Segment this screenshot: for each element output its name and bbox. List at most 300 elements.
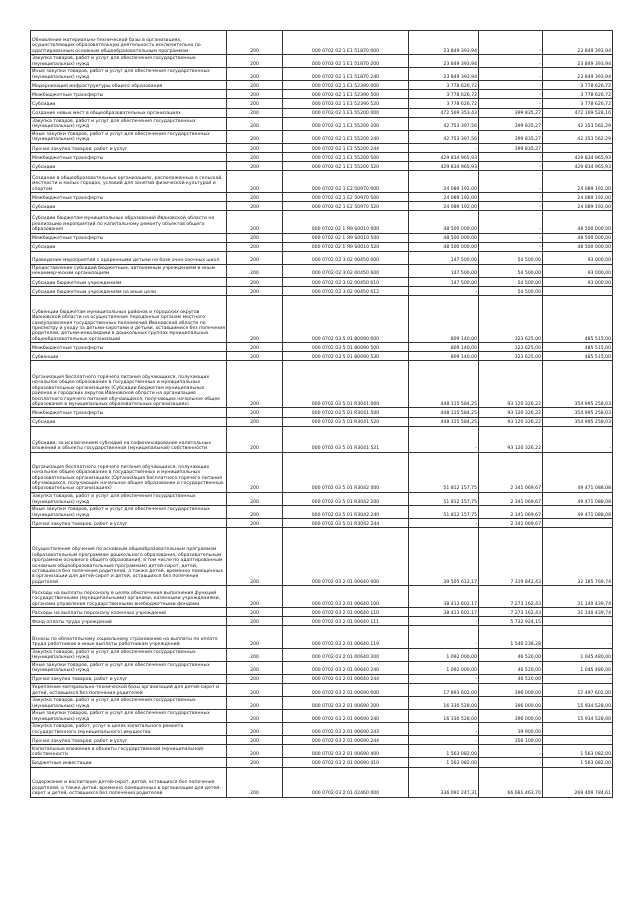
row-plan-cell: 809 140,00 <box>409 343 479 352</box>
row-name-cell: Субсидии <box>31 99 227 108</box>
table-row <box>31 152 613 161</box>
row-name-cell: Организация бесплатного горячего питания обучающихся, получающих начальное общее образование в государственных и муниципальных образовательных организациях (Субсидии бюджетам муниципальных районов и городских округов Ивановской области на организацию бесплатного горячего питания обучающихся, получающих начальное общее образование в муниципальных образовательных организациях) <box>31 361 227 408</box>
row-exec-cell: 93 120 326,22 <box>479 408 543 417</box>
row-rest-cell: - <box>543 286 613 295</box>
row-code-cell: 200 <box>227 171 283 193</box>
row-name-cell: Межбюджетные трансферты <box>31 90 227 99</box>
row-exec-cell: 7 273 162,43 <box>479 608 543 617</box>
row-plan-cell: 42 753 397,56 <box>409 130 479 143</box>
row-rest-cell: 42 353 562,29 <box>543 117 613 130</box>
row-name-cell: Бюджетные инвестиции <box>31 758 227 767</box>
row-kbk-cell: 000 0702 03 5 01 R3041 520 <box>283 417 409 426</box>
row-rest-cell: 429 834 965,93 <box>543 152 613 161</box>
row-exec-cell: 396 000,00 <box>479 710 543 723</box>
row-code-cell: 200 <box>227 277 283 286</box>
row-kbk-cell: 000 0702 02 3 02 00450 612 <box>283 286 409 295</box>
table-row <box>31 130 613 143</box>
row-exec-cell: 323 625,00 <box>479 343 543 352</box>
table-row <box>31 108 613 117</box>
row-name-cell: Иные закупки товаров, работ и услуг для обеспечения государственных (муниципальных) нужд <box>31 661 227 674</box>
row-plan-cell: 809 140,00 <box>409 352 479 361</box>
row-kbk-cell: 000 0702 02 1 Е1 55200 244 <box>283 143 409 152</box>
row-exec-cell: 2 341 069,67 <box>479 505 543 518</box>
row-name-cell: Осуществление обучения по основным общеобразовательным программам (образовательным программам дошкольного образования, образовательным программам основного общего образования, в том числе по адаптированным основным общеобразовательным программам) детей-сирот, детей, оставшихся без попечения родителей, а также детей, временно помещенных в организации для детей-сирот и детей, оставшихся без попечения родителей <box>31 528 227 586</box>
row-code-cell: 200 <box>227 710 283 723</box>
row-exec-cell: - <box>479 31 543 55</box>
row-exec-cell: 399 835,27 <box>479 108 543 117</box>
row-name-cell: Межбюджетные трансферты <box>31 233 227 242</box>
row-rest-cell: 1 045 480,00 <box>543 648 613 661</box>
row-kbk-cell: 000 0702 02 3 02 00450 600 <box>283 264 409 277</box>
row-name-cell: Прочая закупка товаров, работ и услуг <box>31 674 227 683</box>
row-kbk-cell: 000 0702 02 1 Е1 52390 000 <box>283 81 409 90</box>
row-name-cell: Создание новых мест в общеобразовательных организациях <box>31 108 227 117</box>
row-kbk-cell: 000 0702 03 2 01 00640 111 <box>283 617 409 626</box>
row-rest-cell: 17 497 602,00 <box>543 683 613 696</box>
table-row <box>31 492 613 505</box>
row-kbk-cell: 000 0702 02 1 Е1 55200 200 <box>283 117 409 130</box>
row-exec-cell: - <box>479 233 543 242</box>
row-code-cell: 200 <box>227 68 283 81</box>
table-row <box>31 608 613 617</box>
row-kbk-cell: 000 0702 02 1 Е1 55200 520 <box>283 162 409 171</box>
row-rest-cell: - <box>543 723 613 736</box>
table-row <box>31 528 613 586</box>
row-code-cell: 200 <box>227 528 283 586</box>
row-code-cell: 200 <box>227 426 283 452</box>
row-rest-cell: 1 563 082,00 <box>543 745 613 758</box>
row-plan-cell: - <box>409 626 479 648</box>
row-code-cell: 200 <box>227 758 283 767</box>
row-code-cell: 200 <box>227 586 283 608</box>
row-rest-cell: 3 778 626,72 <box>543 81 613 90</box>
row-rest-cell: 15 934 528,00 <box>543 696 613 709</box>
row-exec-cell: 5 732 924,15 <box>479 617 543 626</box>
row-plan-cell: 147 500,00 <box>409 251 479 264</box>
row-rest-cell: - <box>543 426 613 452</box>
row-kbk-cell: 000 0702 03 2 01 00690 240 <box>283 710 409 723</box>
row-code-cell: 200 <box>227 361 283 408</box>
row-code-cell: 200 <box>227 193 283 202</box>
table-row <box>31 505 613 518</box>
row-name-cell: Межбюджетные трансферты <box>31 343 227 352</box>
row-code-cell: 200 <box>227 90 283 99</box>
row-exec-cell: 54 500,00 <box>479 251 543 264</box>
row-kbk-cell: 000 0702 03 2 01 00640 200 <box>283 648 409 661</box>
row-exec-cell: 54 500,00 <box>479 264 543 277</box>
row-code-cell: 200 <box>227 296 283 343</box>
row-code-cell: 200 <box>227 211 283 233</box>
table-row <box>31 202 613 211</box>
row-exec-cell: 356 100,00 <box>479 736 543 745</box>
row-code-cell: 200 <box>227 55 283 68</box>
row-exec-cell: - <box>479 202 543 211</box>
row-name-cell: Прочая закупка товаров, работ и услуг <box>31 519 227 528</box>
row-plan-cell: 51 812 157,75 <box>409 452 479 492</box>
table-row <box>31 361 613 408</box>
row-exec-cell: 2 341 069,67 <box>479 452 543 492</box>
row-exec-cell: - <box>479 81 543 90</box>
row-exec-cell: 323 625,00 <box>479 296 543 343</box>
row-plan-cell: 809 140,00 <box>409 296 479 343</box>
row-kbk-cell: 000 0702 03 2 01 00690 244 <box>283 736 409 745</box>
row-exec-cell: - <box>479 99 543 108</box>
row-kbk-cell: 000 0702 03 2 01 00640 244 <box>283 674 409 683</box>
row-code-cell: 200 <box>227 117 283 130</box>
table-row <box>31 745 613 758</box>
row-kbk-cell: 000 0702 02 1 Е1 51870 000 <box>283 31 409 55</box>
row-code-cell: 200 <box>227 492 283 505</box>
row-kbk-cell: 000 0702 02 1 Е1 51870 240 <box>283 68 409 81</box>
table-row <box>31 162 613 171</box>
row-code-cell: 200 <box>227 143 283 152</box>
row-kbk-cell: 000 0702 03 2 01 00690 410 <box>283 758 409 767</box>
row-exec-cell: 399 835,27 <box>479 117 543 130</box>
table-row <box>31 81 613 90</box>
row-rest-cell: 48 500 000,00 <box>543 242 613 251</box>
row-plan-cell: 3 778 626,72 <box>409 81 479 90</box>
table-row <box>31 211 613 233</box>
row-plan-cell: 48 500 000,00 <box>409 233 479 242</box>
row-code-cell: 200 <box>227 767 283 797</box>
row-plan-cell: 24 089 192,00 <box>409 193 479 202</box>
row-kbk-cell: 000 0702 03 5 01 80090 530 <box>283 352 409 361</box>
row-name-cell: Содержание и воспитание детей-сирот, детей, оставшихся без попечения родителей, а также детей, временно помещенных в организации для детей-сирот и детей, оставшихся без попечения родителей <box>31 767 227 797</box>
table-row <box>31 408 613 417</box>
row-code-cell: 200 <box>227 519 283 528</box>
row-rest-cell: 485 515,00 <box>543 352 613 361</box>
row-kbk-cell: 000 0702 03 5 01 R3042 240 <box>283 505 409 518</box>
row-rest-cell: 1 563 082,00 <box>543 758 613 767</box>
row-name-cell: Прочая закупка товаров, работ и услуг <box>31 143 227 152</box>
row-kbk-cell: 000 0702 03 5 01 80090 000 <box>283 296 409 343</box>
table-row <box>31 723 613 736</box>
row-name-cell: Иные закупки товаров, работ и услуг для обеспечения государственных (муниципальных) нужд <box>31 710 227 723</box>
row-exec-cell: - <box>479 758 543 767</box>
row-rest-cell: 485 515,00 <box>543 296 613 343</box>
row-code-cell: 200 <box>227 683 283 696</box>
row-rest-cell: 48 500 000,00 <box>543 233 613 242</box>
row-kbk-cell: 000 0702 03 5 01 R3042 244 <box>283 519 409 528</box>
row-code-cell: 200 <box>227 31 283 55</box>
row-rest-cell: 49 471 088,08 <box>543 492 613 505</box>
row-plan-cell: - <box>409 736 479 745</box>
row-exec-cell: 66 681 462,70 <box>479 767 543 797</box>
row-plan-cell: 51 812 157,75 <box>409 505 479 518</box>
table-row <box>31 758 613 767</box>
row-code-cell: 200 <box>227 202 283 211</box>
report-page <box>30 30 612 798</box>
row-name-cell: Субсидии бюджетным учреждениям на иные цели <box>31 286 227 295</box>
row-name-cell: Модернизация инфраструктуры общего образования <box>31 81 227 90</box>
row-name-cell: Межбюджетные трансферты <box>31 193 227 202</box>
row-code-cell: 200 <box>227 233 283 242</box>
row-kbk-cell: 000 0702 03 2 01 00640 100 <box>283 586 409 608</box>
row-rest-cell: 15 934 528,00 <box>543 710 613 723</box>
row-plan-cell: 429 834 965,93 <box>409 162 479 171</box>
row-exec-cell: 2 341 069,67 <box>479 492 543 505</box>
row-kbk-cell: 000 0702 03 5 01 R3041 500 <box>283 408 409 417</box>
row-plan-cell: 448 115 584,25 <box>409 417 479 426</box>
table-row <box>31 171 613 193</box>
table-row <box>31 683 613 696</box>
row-kbk-cell: 000 0702 02 3 02 00450 610 <box>283 277 409 286</box>
row-code-cell: 200 <box>227 648 283 661</box>
row-code-cell: 200 <box>227 264 283 277</box>
row-name-cell: Закупка товаров, работ и услуг для обеспечения государственных (муниципальных) нужд <box>31 117 227 130</box>
row-kbk-cell: 000 0702 03 5 01 R3041 521 <box>283 426 409 452</box>
row-name-cell: Обновление материально-технической базы в организациях, осуществляющих образовательную деятельность исключительно по адаптированным основным общеобразовательным программам <box>31 31 227 55</box>
row-name-cell: Предоставление субсидий бюджетным, автономным учреждениям и иным некоммерческим организациям <box>31 264 227 277</box>
row-plan-cell: 336 091 247,31 <box>409 767 479 797</box>
row-code-cell: 200 <box>227 452 283 492</box>
table-row <box>31 251 613 264</box>
table-row <box>31 452 613 492</box>
row-exec-cell: 93 120 326,22 <box>479 417 543 426</box>
row-rest-cell: 32 185 769,74 <box>543 528 613 586</box>
row-rest-cell: 42 353 562,29 <box>543 130 613 143</box>
row-plan-cell: 147 500,00 <box>409 264 479 277</box>
table-row <box>31 99 613 108</box>
row-exec-cell: 93 120 326,22 <box>479 426 543 452</box>
row-kbk-cell: 000 0702 03 2 01 00690 000 <box>283 683 409 696</box>
row-exec-cell: 46 520,00 <box>479 648 543 661</box>
row-rest-cell: 24 089 192,00 <box>543 171 613 193</box>
row-exec-cell: 396 000,00 <box>479 696 543 709</box>
table-row <box>31 193 613 202</box>
row-plan-cell: 1 092 000,00 <box>409 648 479 661</box>
row-plan-cell: 448 115 584,25 <box>409 408 479 417</box>
row-plan-cell: 17 893 602,00 <box>409 683 479 696</box>
table-row <box>31 343 613 352</box>
row-code-cell: 200 <box>227 417 283 426</box>
row-plan-cell: 472 569 353,43 <box>409 108 479 117</box>
row-rest-cell: 23 849 393,94 <box>543 55 613 68</box>
table-row <box>31 143 613 152</box>
row-rest-cell: 269 409 784,61 <box>543 767 613 797</box>
row-plan-cell: 48 500 000,00 <box>409 242 479 251</box>
table-row <box>31 277 613 286</box>
row-exec-cell: 54 500,00 <box>479 286 543 295</box>
row-plan-cell: 48 500 000,00 <box>409 211 479 233</box>
row-kbk-cell: 000 0702 02 3 02 00450 000 <box>283 251 409 264</box>
row-rest-cell: 48 500 000,00 <box>543 211 613 233</box>
row-exec-cell: 93 120 326,22 <box>479 361 543 408</box>
row-code-cell: 200 <box>227 674 283 683</box>
row-plan-cell: 3 778 626,72 <box>409 90 479 99</box>
row-kbk-cell: 000 0702 03 5 01 R3041 000 <box>283 361 409 408</box>
row-rest-cell: 485 515,00 <box>543 343 613 352</box>
row-code-cell: 200 <box>227 408 283 417</box>
table-row <box>31 648 613 661</box>
row-plan-cell: 3 778 626,72 <box>409 99 479 108</box>
row-name-cell: Прочая закупка товаров, работ и услуг <box>31 736 227 745</box>
row-plan-cell: 429 834 965,93 <box>409 152 479 161</box>
row-kbk-cell: 000 0702 03 2 01 02460 000 <box>283 767 409 797</box>
row-exec-cell: - <box>479 152 543 161</box>
table-row <box>31 696 613 709</box>
row-exec-cell: 396 000,00 <box>479 683 543 696</box>
row-rest-cell: 429 834 965,93 <box>543 162 613 171</box>
row-kbk-cell: 000 0702 03 2 01 00690 400 <box>283 745 409 758</box>
row-rest-cell: 23 849 393,94 <box>543 68 613 81</box>
row-plan-cell: - <box>409 286 479 295</box>
row-code-cell: 200 <box>227 745 283 758</box>
row-exec-cell: 323 625,00 <box>479 352 543 361</box>
row-code-cell: 200 <box>227 108 283 117</box>
row-code-cell: 200 <box>227 81 283 90</box>
row-exec-cell: 399 835,27 <box>479 143 543 152</box>
row-name-cell: Субсидии бюджетам муниципальных образований Ивановской области на реализацию мероприятий по капитальному ремонту объектов общего образования <box>31 211 227 233</box>
row-code-cell: 200 <box>227 251 283 264</box>
row-exec-cell: 399 835,27 <box>479 130 543 143</box>
row-name-cell: Закупка товаров, работ и услуг для обеспечения государственных (муниципальных) нужд <box>31 648 227 661</box>
row-name-cell: Субсидии бюджетным учреждениям <box>31 277 227 286</box>
row-rest-cell: 24 089 192,00 <box>543 193 613 202</box>
row-plan-cell: 1 563 082,00 <box>409 745 479 758</box>
row-plan-cell: 23 849 393,94 <box>409 31 479 55</box>
row-name-cell: Межбюджетные трансферты <box>31 408 227 417</box>
table-row <box>31 626 613 648</box>
row-code-cell: 200 <box>227 626 283 648</box>
row-code-cell: 200 <box>227 696 283 709</box>
row-plan-cell: - <box>409 723 479 736</box>
table-row <box>31 233 613 242</box>
row-name-cell: Фонд оплаты труда учреждений <box>31 617 227 626</box>
row-rest-cell: - <box>543 736 613 745</box>
row-plan-cell: 23 849 393,94 <box>409 68 479 81</box>
row-rest-cell: - <box>543 617 613 626</box>
row-name-cell: Субвенции <box>31 352 227 361</box>
row-exec-cell: - <box>479 193 543 202</box>
row-exec-cell: 46 520,00 <box>479 661 543 674</box>
row-name-cell: Субсидии <box>31 417 227 426</box>
row-name-cell: Субвенции бюджетам муниципальных районов и городских округов Ивановской области на осуществление переданных органам местного самоуправления государственных полномочий Ивановской области по присмотру и уходу за детьми-сиротами и детьми, оставшимися без попечения родителей, детьми-инвалидами в дошкольных группах муниципальных общеобразовательных организаций <box>31 296 227 343</box>
row-kbk-cell: 000 0702 03 2 01 00640 000 <box>283 528 409 586</box>
table-row <box>31 417 613 426</box>
row-kbk-cell: 000 0702 02 1 Е1 55200 500 <box>283 152 409 161</box>
row-exec-cell: - <box>479 242 543 251</box>
row-kbk-cell: 000 0702 02 1 Е2 50970 500 <box>283 193 409 202</box>
row-exec-cell: - <box>479 68 543 81</box>
row-name-cell: Иные закупки товаров, работ и услуг для обеспечения государственных (муниципальных) нужд <box>31 68 227 81</box>
row-plan-cell: 16 330 528,00 <box>409 710 479 723</box>
row-kbk-cell: 000 0702 03 5 01 R3042 200 <box>283 492 409 505</box>
row-name-cell: Создание в общеобразовательных организациях, расположенных в сельской местности и малых городах, условий для занятий физической культурой и спортом <box>31 171 227 193</box>
row-exec-cell: 1 540 238,28 <box>479 626 543 648</box>
row-code-cell: 200 <box>227 152 283 161</box>
row-rest-cell: 31 140 439,74 <box>543 608 613 617</box>
row-name-cell: Укрепление материально-технической базы организаций для детей-сирот и детей, оставшихся без попечения родителей <box>31 683 227 696</box>
row-name-cell: Проведение мероприятий с одаренными детьми на базе очно-заочных школ <box>31 251 227 264</box>
row-name-cell: Иные закупки товаров, работ и услуг для обеспечения государственных (муниципальных) нужд <box>31 130 227 143</box>
table-row <box>31 586 613 608</box>
row-plan-cell: 51 812 157,75 <box>409 492 479 505</box>
row-plan-cell: 448 115 584,25 <box>409 361 479 408</box>
row-exec-cell: 46 520,00 <box>479 674 543 683</box>
row-rest-cell: 3 778 626,72 <box>543 90 613 99</box>
row-exec-cell: 39 900,00 <box>479 723 543 736</box>
row-plan-cell: 23 849 393,94 <box>409 55 479 68</box>
row-code-cell: 200 <box>227 505 283 518</box>
row-code-cell: 200 <box>227 661 283 674</box>
row-name-cell: Субсидии <box>31 202 227 211</box>
table-row <box>31 117 613 130</box>
row-kbk-cell: 000 0702 03 5 01 80090 500 <box>283 343 409 352</box>
row-plan-cell: 1 563 082,00 <box>409 758 479 767</box>
row-plan-cell: - <box>409 519 479 528</box>
row-name-cell: Иные закупки товаров, работ и услуг для обеспечения государственных (муниципальных) нужд <box>31 505 227 518</box>
row-name-cell: Закупка товаров, работ и услуг для обеспечения государственных (муниципальных) нужд <box>31 696 227 709</box>
row-kbk-cell: 000 0702 02 1 Е2 50970 520 <box>283 202 409 211</box>
row-code-cell: 200 <box>227 608 283 617</box>
table-row <box>31 661 613 674</box>
table-row <box>31 55 613 68</box>
table-row <box>31 767 613 797</box>
row-kbk-cell: 000 0702 03 2 01 00690 200 <box>283 696 409 709</box>
row-rest-cell: 354 995 258,03 <box>543 361 613 408</box>
row-kbk-cell: 000 0702 03 2 01 00640 119 <box>283 626 409 648</box>
row-rest-cell: 93 000,00 <box>543 264 613 277</box>
row-name-cell: Закупка товаров, работ, услуг в целях капитального ремонта государственного (муниципального) имущества <box>31 723 227 736</box>
row-code-cell: 200 <box>227 617 283 626</box>
row-rest-cell: 49 471 088,08 <box>543 505 613 518</box>
row-name-cell: Межбюджетные трансферты <box>31 152 227 161</box>
row-name-cell: Взносы по обязательному социальному страхованию на выплаты по оплате труда работников и иные выплаты работникам учреждений <box>31 626 227 648</box>
row-kbk-cell: 000 0702 02 1 Е1 51870 200 <box>283 55 409 68</box>
row-kbk-cell: 000 0702 02 1 Е1 55200 000 <box>283 108 409 117</box>
table-row <box>31 519 613 528</box>
budget-execution-table <box>30 30 613 798</box>
table-row <box>31 426 613 452</box>
row-rest-cell: 354 995 258,03 <box>543 408 613 417</box>
row-plan-cell: 1 092 000,00 <box>409 661 479 674</box>
row-plan-cell: 24 089 192,00 <box>409 171 479 193</box>
row-plan-cell: - <box>409 426 479 452</box>
row-code-cell: 200 <box>227 242 283 251</box>
row-plan-cell: - <box>409 617 479 626</box>
row-kbk-cell: 000 0702 02 1 Е2 50970 000 <box>283 171 409 193</box>
row-name-cell: Расходы на выплаты персоналу казенных учреждений <box>31 608 227 617</box>
row-plan-cell: - <box>409 674 479 683</box>
table-body <box>31 31 613 798</box>
row-plan-cell: 38 413 602,17 <box>409 586 479 608</box>
row-code-cell: 200 <box>227 352 283 361</box>
row-kbk-cell: 000 0702 03 2 01 00690 243 <box>283 723 409 736</box>
row-code-cell: 200 <box>227 130 283 143</box>
row-rest-cell: 354 995 258,03 <box>543 417 613 426</box>
table-row <box>31 242 613 251</box>
row-kbk-cell: 000 0702 02 1 Е1 55200 240 <box>283 130 409 143</box>
row-rest-cell: 1 045 480,00 <box>543 661 613 674</box>
table-row <box>31 710 613 723</box>
row-plan-cell: 42 753 397,56 <box>409 117 479 130</box>
row-rest-cell: - <box>543 143 613 152</box>
row-code-cell: 200 <box>227 736 283 745</box>
table-row <box>31 264 613 277</box>
table-row <box>31 352 613 361</box>
row-rest-cell: 49 471 088,08 <box>543 452 613 492</box>
row-name-cell: Организация бесплатного горячего питания обучающихся, получающих начальное общее образование в государственных и муниципальных образовательных организациях (Организация бесплатного горячего питания обучающихся, получающих начальное общее образование в государственных образовательных организациях) <box>31 452 227 492</box>
table-row <box>31 674 613 683</box>
row-rest-cell: 93 000,00 <box>543 251 613 264</box>
row-code-cell: 200 <box>227 286 283 295</box>
row-rest-cell: 24 089 192,00 <box>543 202 613 211</box>
row-exec-cell: - <box>479 55 543 68</box>
row-kbk-cell: 000 0702 02 1 Е1 52390 500 <box>283 90 409 99</box>
row-rest-cell: 31 140 439,74 <box>543 586 613 608</box>
row-name-cell: Закупка товаров, работ и услуг для обеспечения государственных (муниципальных) нужд <box>31 492 227 505</box>
